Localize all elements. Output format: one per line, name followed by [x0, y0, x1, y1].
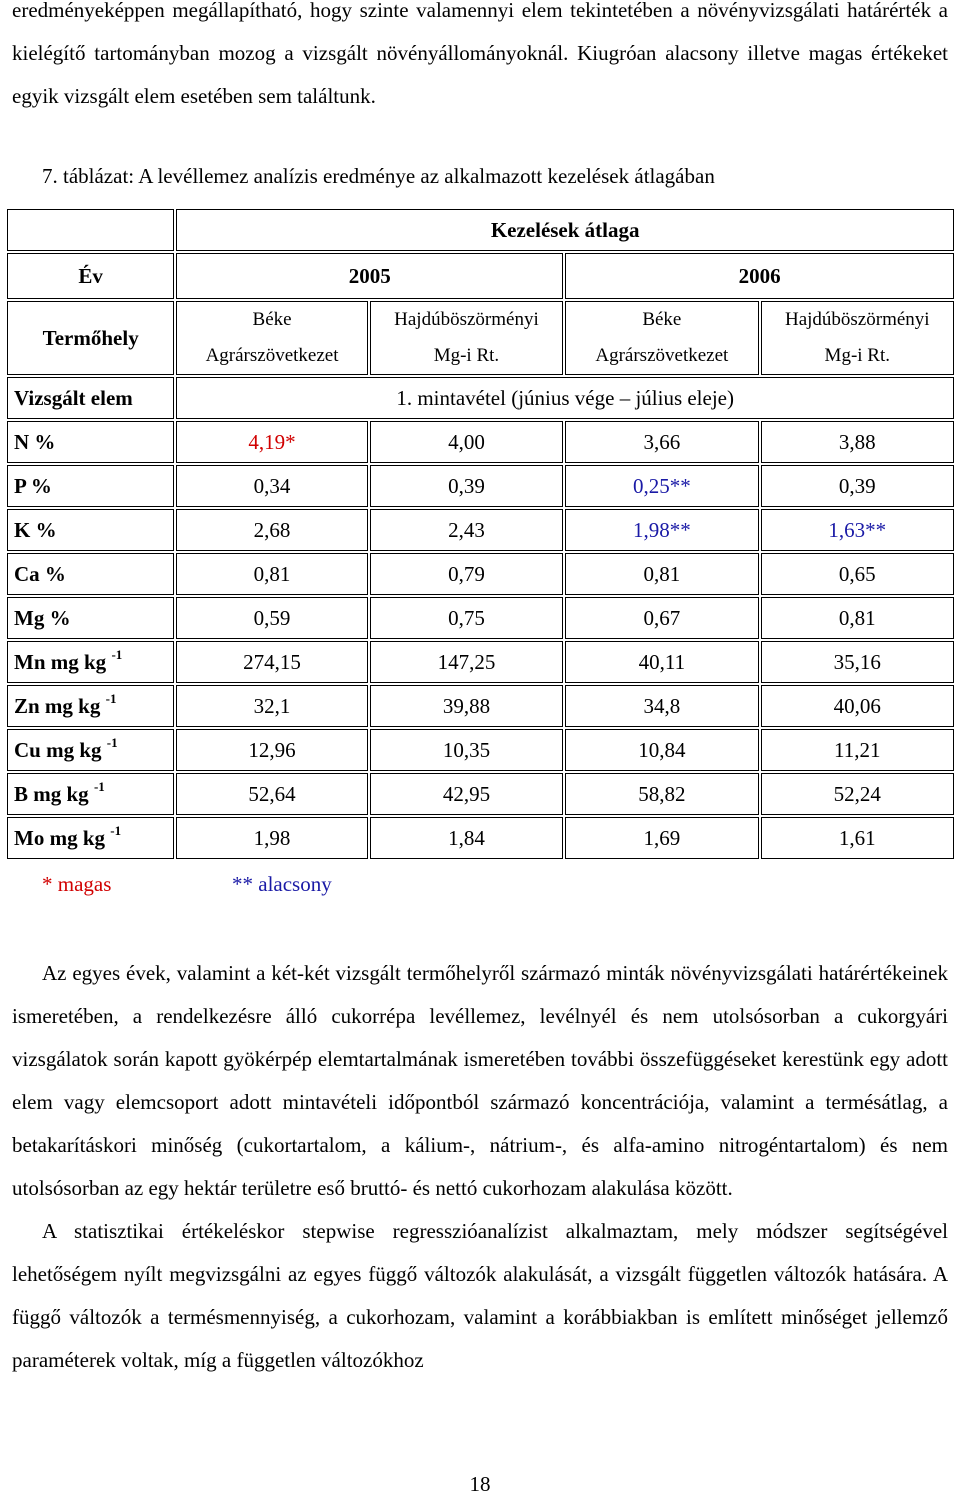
value-cell: 0,81 [565, 553, 758, 595]
table-row [7, 509, 954, 551]
value-cell: 0,75 [370, 597, 563, 639]
page-number: 18 [469, 1472, 491, 1496]
table-row [7, 817, 954, 859]
element-name: P % [7, 465, 174, 507]
element-name: Ca % [7, 553, 174, 595]
value-cell: 147,25 [370, 641, 563, 683]
value-cell: 0,67 [565, 597, 758, 639]
table-caption: 7. táblázat: A levéllemez analízis eredménye az alkalmazott kezelések átlagában [42, 164, 715, 188]
element-name: Mg % [7, 597, 174, 639]
legend [42, 872, 332, 897]
value-cell: 3,66 [565, 421, 758, 463]
element-label: Vizsgált elem [7, 377, 174, 419]
value-cell: 0,25** [565, 465, 758, 507]
body-paragraph-2: A statisztikai értékeléskor stepwise regresszióanalízist alkalmaztam, mely módszer segítségével lehetőségem nyílt megvizsgálni az egyes függő változók alakulását, a vizsgált független változók hatására. A függő változók a termésmennyiség, a cukorhozam, valamint a korábbiakban is említett minőséget jellemző paraméterek voltak, míg a független változókhoz [12, 1219, 948, 1372]
body-paragraph-1: Az egyes évek, valamint a két-két vizsgált termőhelyről származó minták növényvizsgálati határértékeinek ismeretében, a rendelkezésre álló cukorrépa levéllemez, levélnyél és nem utolsósorban a cukorgyári vizsgálatok során kapott gyökérpép elemtartalmának ismeretében további összefüggéseket kerestünk egy adott elem vagy elemcsoport adott mintavételi időpontból származó koncentrációja, valamint a termésátlag, a betakarításkori minőség (cukortartalom, a kálium-, nátrium-, és alfa-amino nitrogéntartalom) és nem utolsósorban az egy hektár területre eső bruttó- és nettó cukorhozam alakulása között. [12, 961, 948, 1200]
legend-low: ** alacsony [232, 872, 332, 896]
value-cell: 52,64 [176, 773, 367, 815]
value-cell: 1,98 [176, 817, 367, 859]
table-row [7, 553, 954, 595]
value-cell: 1,84 [370, 817, 563, 859]
value-cell: 40,11 [565, 641, 758, 683]
value-cell: 274,15 [176, 641, 367, 683]
value-cell: 4,19* [176, 421, 367, 463]
sampling-label: 1. mintavétel (június vége – július eleje) [176, 377, 954, 419]
value-cell: 10,35 [370, 729, 563, 771]
table-row [7, 597, 954, 639]
site-beke-2005: Béke Agrárszövetkezet [176, 301, 367, 375]
value-cell: 42,95 [370, 773, 563, 815]
intro-paragraph: eredményeképpen megállapítható, hogy szinte valamennyi elem tekintetében a növényvizsgálati határérték a kielégítő tartományban mozog a vizsgált növényállományoknál. Kiugróan alacsony illetve magas értékeket egyik vizsgált elem esetében sem találtunk. [12, 0, 948, 108]
value-cell: 4,00 [370, 421, 563, 463]
value-cell: 0,81 [176, 553, 367, 595]
table-row [7, 773, 954, 815]
table-row [7, 729, 954, 771]
value-cell: 0,39 [370, 465, 563, 507]
table-row [7, 421, 954, 463]
element-name: N % [7, 421, 174, 463]
site-hajdu-2006: Hajdúböszörményi Mg-i Rt. [761, 301, 954, 375]
value-cell: 1,61 [761, 817, 954, 859]
value-cell: 2,43 [370, 509, 563, 551]
legend-high: * magas [42, 872, 112, 896]
value-cell: 34,8 [565, 685, 758, 727]
table-row [7, 641, 954, 683]
value-cell: 1,69 [565, 817, 758, 859]
element-name: B mg kg $^{-1}$ [7, 773, 174, 815]
value-cell: 1,98** [565, 509, 758, 551]
site-beke-2006: Béke Agrárszövetkezet [565, 301, 758, 375]
value-cell: 11,21 [761, 729, 954, 771]
value-cell: 1,63** [761, 509, 954, 551]
value-cell: 32,1 [176, 685, 367, 727]
value-cell: 40,06 [761, 685, 954, 727]
year-label: Év [7, 253, 174, 299]
table-corner-cell [7, 209, 174, 251]
header-treatment-average: Kezelések átlaga [176, 209, 954, 251]
value-cell: 0,79 [370, 553, 563, 595]
element-name: Cu mg kg $^{-1}$ [7, 729, 174, 771]
body-paragraph [12, 952, 948, 1382]
table-row [7, 465, 954, 507]
value-cell: 35,16 [761, 641, 954, 683]
table-row [7, 685, 954, 727]
value-cell: 39,88 [370, 685, 563, 727]
value-cell: 0,81 [761, 597, 954, 639]
site-label: Termőhely [7, 301, 174, 375]
value-cell: 12,96 [176, 729, 367, 771]
element-name: Mo mg kg $^{-1}$ [7, 817, 174, 859]
value-cell: 0,65 [761, 553, 954, 595]
value-cell: 0,34 [176, 465, 367, 507]
value-cell: 0,39 [761, 465, 954, 507]
year-2006: 2006 [565, 253, 954, 299]
value-cell: 2,68 [176, 509, 367, 551]
element-name: Zn mg kg $^{-1}$ [7, 685, 174, 727]
value-cell: 3,88 [761, 421, 954, 463]
leaf-analysis-table [5, 207, 956, 861]
value-cell: 0,59 [176, 597, 367, 639]
site-hajdu-2005: Hajdúböszörményi Mg-i Rt. [370, 301, 563, 375]
element-name: K % [7, 509, 174, 551]
value-cell: 10,84 [565, 729, 758, 771]
element-name: Mn mg kg $^{-1}$ [7, 641, 174, 683]
year-2005: 2005 [176, 253, 563, 299]
value-cell: 52,24 [761, 773, 954, 815]
value-cell: 58,82 [565, 773, 758, 815]
